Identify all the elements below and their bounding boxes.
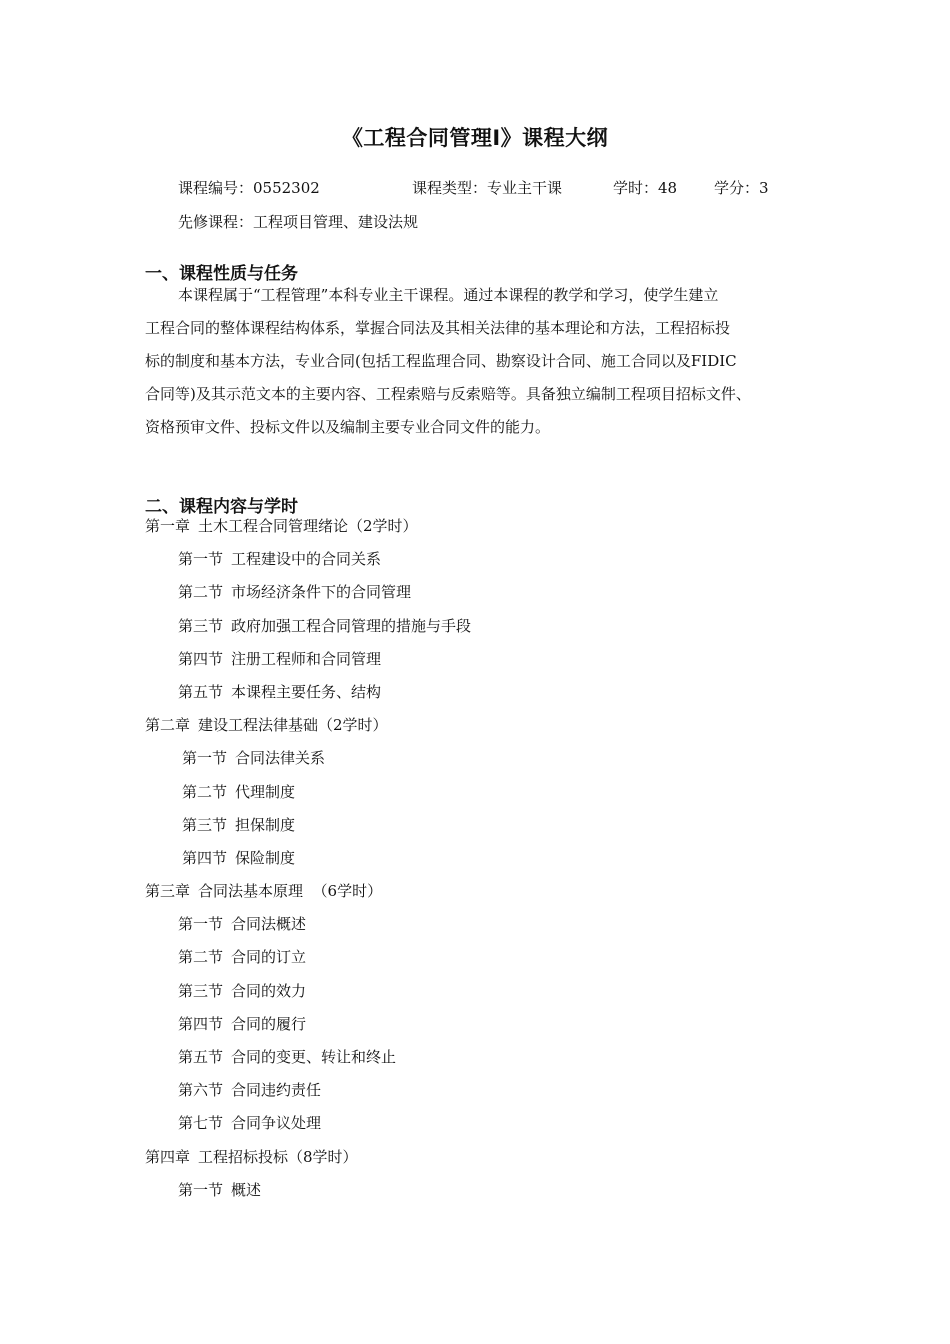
- section-title: 合同的效力: [231, 981, 307, 1000]
- section-title: 本课程主要任务、结构: [231, 682, 382, 701]
- section-title: 合同法律关系: [235, 749, 326, 768]
- section-title: 工程建设中的合同关系: [231, 550, 382, 569]
- section-number: 第四节: [182, 848, 228, 867]
- section-title: 合同的变更、转让和终止: [231, 1048, 397, 1066]
- section-row: [145, 1043, 845, 1076]
- section-number: 第二节: [182, 782, 228, 801]
- chapter-number: 第二章: [145, 716, 191, 735]
- section-row: [145, 1076, 845, 1109]
- section1-line-2: 工程合同的整体课程结构体系，掌握合同法及其相关法律的基本理论和方法，工程招标投: [145, 319, 731, 337]
- section-row: [145, 811, 845, 844]
- chapter-title: 工程招标投标（8学时）: [198, 1147, 358, 1166]
- section-row: [145, 1176, 845, 1209]
- chapter-number: 第三章: [145, 882, 191, 901]
- section1-paragraph: [145, 279, 820, 444]
- section-title: 市场经济条件下的合同管理: [231, 583, 412, 602]
- chapter-row: [145, 711, 845, 744]
- section-number: 第四节: [178, 649, 224, 668]
- section-title: 合同违约责任: [231, 1081, 322, 1100]
- section-number: 第四节: [178, 1014, 224, 1033]
- course-hours: 学时：48: [613, 179, 678, 197]
- section-title: 合同的订立: [231, 948, 307, 967]
- section-row: [145, 612, 845, 645]
- chapter-row: [145, 512, 845, 545]
- section-title: 合同争议处理: [231, 1114, 322, 1133]
- section-number: 第三节: [178, 616, 224, 635]
- section-number: 第三节: [182, 815, 228, 834]
- chapter-title: 土木工程合同管理绪论（2学时）: [198, 517, 418, 535]
- section-number: 第一节: [178, 550, 224, 569]
- section-number: 第五节: [178, 682, 224, 701]
- section1-heading: 一、课程性质与任务: [145, 264, 298, 284]
- section-row: [145, 678, 845, 711]
- section-number: 第一节: [178, 1180, 224, 1199]
- section-row: [145, 578, 845, 611]
- section1-line-3: 标的制度和基本方法，专业合同(包括工程监理合同、勘察设计合同、施工合同以及FIDIC: [145, 352, 737, 370]
- section-number: 第二节: [178, 948, 224, 967]
- section-number: 第五节: [178, 1048, 224, 1066]
- page-title: 《工程合同管理Ⅰ》课程大纲: [341, 126, 609, 150]
- section-row: [145, 645, 845, 678]
- section-number: 第三节: [178, 981, 224, 1000]
- section-number: 第七节: [178, 1114, 224, 1133]
- chapter-number: 第四章: [145, 1147, 191, 1166]
- chapter-number: 第一章: [145, 517, 191, 535]
- section-row: [145, 744, 845, 777]
- course-content-list: [145, 512, 845, 1209]
- course-prerequisites: 先修课程：工程项目管理、建设法规: [178, 213, 419, 231]
- section-title: 注册工程师和合同管理: [231, 649, 382, 668]
- section-row: [145, 910, 845, 943]
- section1-line-5: 资格预审文件、投标文件以及编制主要专业合同文件的能力。: [145, 418, 551, 436]
- section-number: 第六节: [178, 1081, 224, 1100]
- chapter-row: [145, 877, 845, 910]
- section-row: [145, 778, 845, 811]
- section-title: 概述: [231, 1180, 262, 1199]
- chapter-title: 合同法基本原理 （6学时）: [198, 882, 383, 901]
- section-title: 担保制度: [235, 815, 296, 834]
- section1-line-4: 合同等)及其示范文本的主要内容、工程索赔与反索赔等。具备独立编制工程项目招标文件、: [145, 385, 751, 403]
- course-type: 课程类型：专业主干课: [412, 179, 563, 197]
- section-number: 第一节: [182, 749, 228, 768]
- section-row: [145, 1109, 845, 1142]
- section-title: 政府加强工程合同管理的措施与手段: [231, 616, 472, 635]
- section-number: 第二节: [178, 583, 224, 602]
- section-title: 合同的履行: [231, 1014, 307, 1033]
- section-number: 第一节: [178, 915, 224, 934]
- section-title: 合同法概述: [231, 915, 307, 934]
- section-title: 保险制度: [235, 848, 296, 867]
- section1-line-1: 本课程属于“工程管理”本科专业主干课程。通过本课程的教学和学习，使学生建立: [178, 286, 719, 304]
- section-row: [145, 1010, 845, 1043]
- course-credits: 学分：3: [714, 179, 769, 197]
- section-row: [145, 545, 845, 578]
- section2-heading: 二、课程内容与学时: [145, 497, 298, 517]
- course-code: 课程编号：0552302: [178, 179, 320, 197]
- section-title: 代理制度: [235, 782, 296, 801]
- section-row: [145, 844, 845, 877]
- section-row: [145, 977, 845, 1010]
- chapter-row: [145, 1143, 845, 1176]
- chapter-title: 建设工程法律基础（2学时）: [198, 716, 388, 735]
- section-row: [145, 943, 845, 976]
